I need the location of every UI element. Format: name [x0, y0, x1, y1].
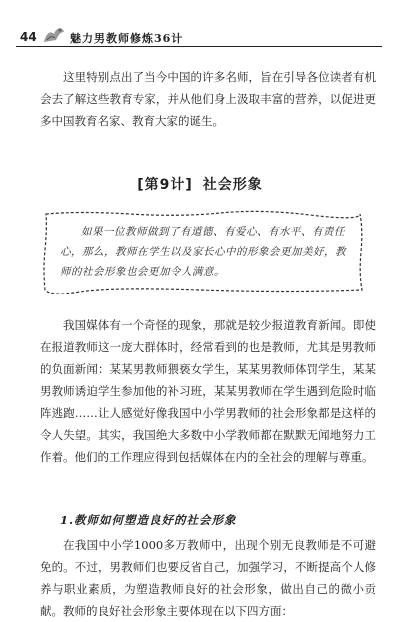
header-rule [16, 46, 382, 47]
section-label: [第9计] [137, 177, 193, 193]
callout-box [40, 210, 366, 294]
closing-paragraph: 在我国中小学1000多万教师中，出现个别无良教师是不可避免的。不过，男教师们也要反省自己，加强学习，不断提高个人修养与职业素质，为塑造教师良好的社会形象，做出自己的微小贡献。教师的良好社会形象主要体现在以下四方面： [40, 538, 376, 618]
body-paragraph: 我国媒体有一个奇怪的现象，那就是较少报道教育新闻。即使在报道教师这一庞大群体时，经常看到的也是教师，尤其是男教师的负面新闻：某某男教师猥亵女学生，某某男教师体罚学生，某某男教师诱迫学生参加他的补习班，某某男教师在学生遇到危险时临阵逃跑……让人感觉好像我国中小学男教师的社会形象都是这样的令人失望。其实，我国绝大多数中小学教师都在默默无闻地努力工作着。他们的工作理应得到包括媒体在内的全社会的理解与尊重。 [40, 318, 376, 464]
section-title: 社会形象 [202, 177, 263, 193]
intro-paragraph: 这里特别点出了当今中国的许多名师，旨在引导各位读者有机会去了解这些教育专家，并从他们身上汲取丰富的营养，以促进更多中国教育名家、教育大家的诞生。 [40, 70, 376, 128]
page-header [0, 0, 400, 48]
book-emblem-icon [42, 24, 66, 44]
section-heading [0, 174, 400, 194]
page-number: 44 [20, 30, 37, 44]
subsection-heading: 1.教师如何塑造良好的社会形象 [60, 513, 237, 527]
callout-text: 如果一位教师做到了有道德、有爱心、有水平、有责任心，那么，教师在学生以及家长心中的形象会更加美好，教师的社会形象也会更加令人满意。 [60, 226, 346, 278]
book-title: 魅力男教师修炼36计 [70, 32, 184, 45]
